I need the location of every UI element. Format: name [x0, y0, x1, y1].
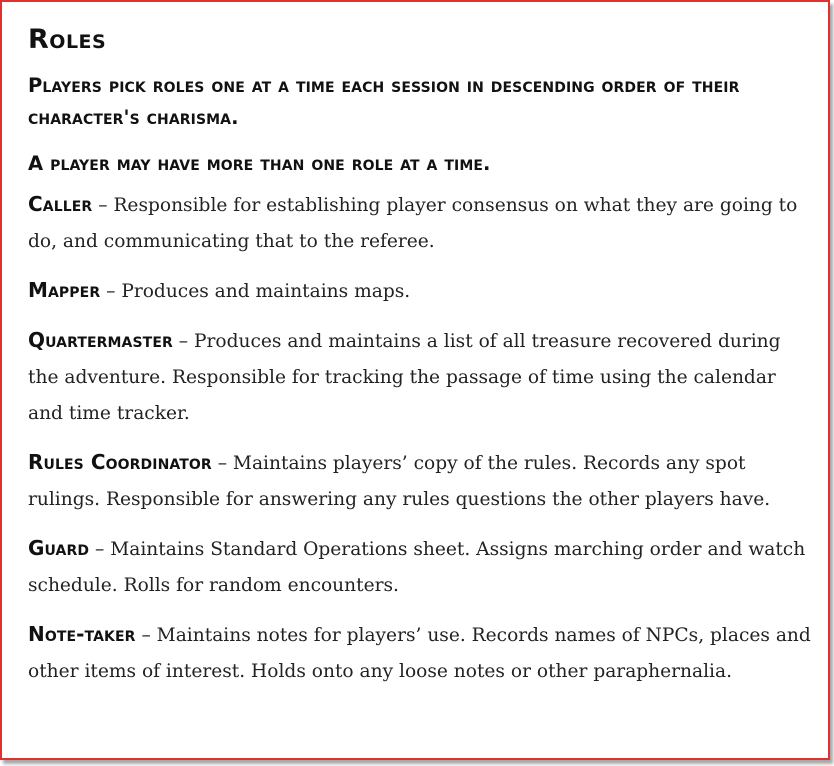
- role-separator: –: [172, 331, 194, 352]
- document-content: [28, 20, 813, 690]
- role-separator: –: [100, 281, 122, 302]
- role-entry-guard: [28, 530, 813, 604]
- intro-paragraph: Players pick roles one at a time each session in descending order of their character's charisma.: [28, 74, 740, 129]
- role-entry-note-taker: [28, 616, 813, 690]
- role-description: Produces and maintains a list of all treasure recovered during the adventure. Responsible for tracking the passage of time using the calendar and time tracker.: [28, 331, 781, 424]
- role-description: Produces and maintains maps.: [121, 281, 411, 302]
- role-description: Maintains players’ copy of the rules. Records any spot rulings. Responsible for answering any rules questions the other players have.: [28, 453, 771, 510]
- role-entry-mapper: [28, 272, 813, 310]
- role-separator: –: [211, 453, 233, 474]
- role-name: Rules Coordinator: [28, 450, 212, 474]
- role-entry-caller: [28, 186, 813, 260]
- role-name: Guard: [28, 536, 90, 560]
- intro-paragraph: A player may have more than one role at a time.: [28, 152, 491, 175]
- role-separator: –: [92, 195, 114, 216]
- role-name: Mapper: [28, 278, 101, 302]
- role-entry-rules-coordinator: [28, 444, 813, 518]
- role-description: Maintains Standard Operations sheet. Assigns marching order and watch schedule. Rolls for random encounters.: [28, 539, 806, 596]
- role-name: Quartermaster: [28, 328, 173, 352]
- role-name: Note-taker: [28, 622, 136, 646]
- role-description: Responsible for establishing player consensus on what they are going to do, and communicating that to the referee.: [28, 195, 798, 252]
- role-separator: –: [89, 539, 111, 560]
- role-separator: –: [135, 625, 157, 646]
- role-entry-quartermaster: [28, 322, 813, 432]
- page-title: Roles: [28, 24, 107, 55]
- role-name: Caller: [28, 192, 93, 216]
- role-description: Maintains notes for players’ use. Records names of NPCs, places and other items of interest. Holds onto any loose notes or other paraphernalia.: [28, 625, 811, 682]
